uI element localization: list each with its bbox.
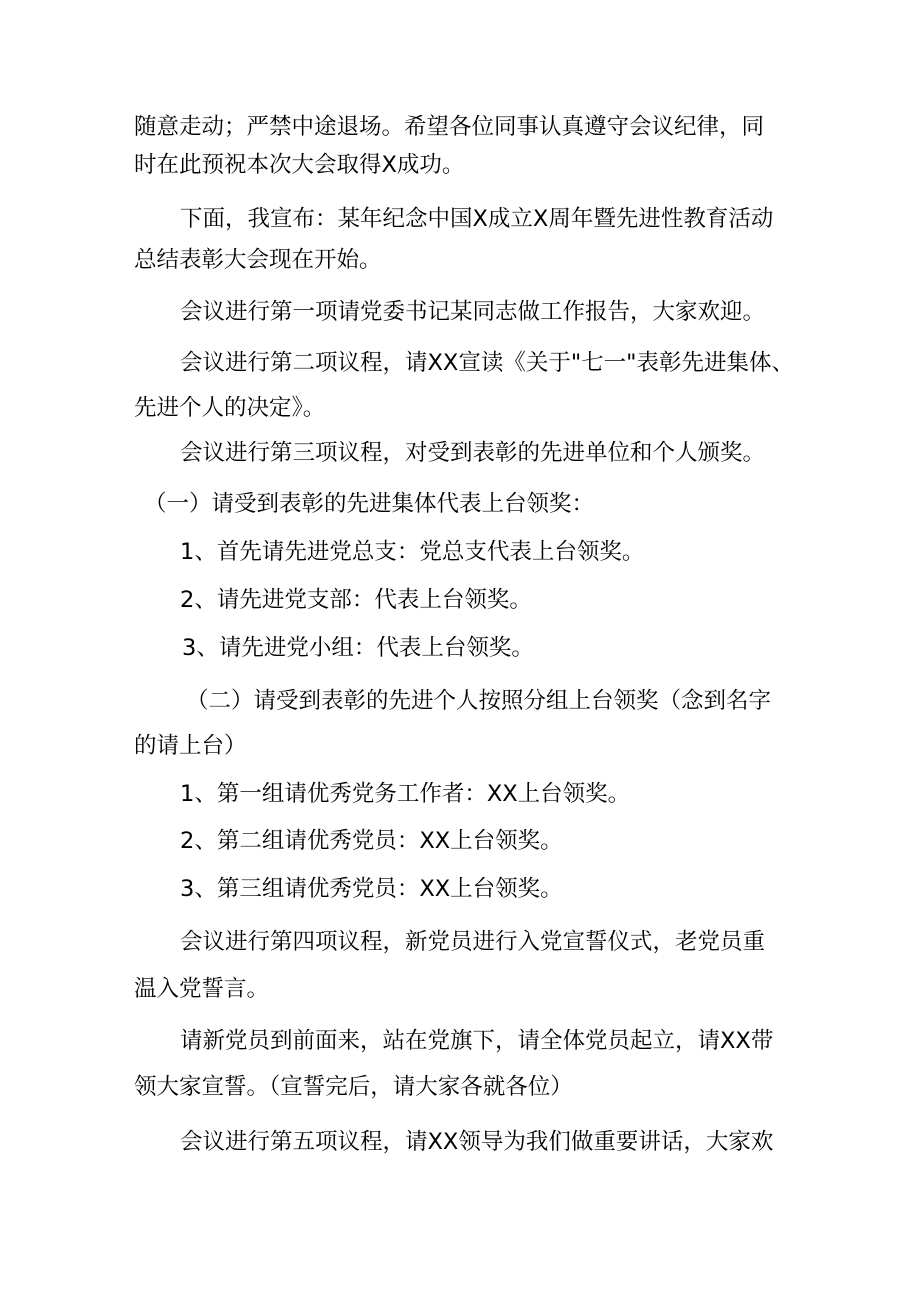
text-line-5: 会议进行第一项请党委书记某同志做工作报告，大家欢迎。	[180, 299, 766, 325]
text-line-20: 请新党员到前面来，站在党旗下，请全体党员起立，请XX带	[180, 1028, 774, 1054]
text-line-17: 3、第三组请优秀党员：XX上台领奖。	[180, 876, 563, 902]
text-line-12: 3、请先进党小组：代表上台领奖。	[182, 635, 534, 661]
text-line-3: 下面，我宣布：某年纪念中国X成立X周年暨先进性教育活动	[180, 206, 774, 232]
text-line-14: 的请上台）	[134, 733, 247, 759]
text-line-1: 随意走动；严禁中途退场。希望各位同事认真遵守会议纪律，同	[134, 114, 765, 140]
text-line-8: 会议进行第三项议程，对受到表彰的先进单位和个人颁奖。	[180, 440, 766, 466]
text-line-18: 会议进行第四项议程，新党员进行入党宣誓仪式，老党员重	[180, 929, 766, 955]
text-line-21: 领大家宣誓。（宣誓完后，请大家各就各位）	[134, 1074, 573, 1100]
text-line-4: 总结表彰大会现在开始。	[134, 247, 382, 273]
text-line-6: 会议进行第二项议程，请XX宣读《关于"七一"表彰先进集体、	[180, 350, 795, 376]
text-line-22: 会议进行第五项议程，请XX领导为我们做重要讲话，大家欢	[180, 1129, 774, 1155]
text-line-19: 温入党誓言。	[134, 976, 270, 1002]
text-line-15: 1、第一组请优秀党务工作者：XX上台领奖。	[180, 781, 631, 807]
text-line-10: 1、首先请先进党总支：党总支代表上台领奖。	[180, 539, 645, 565]
text-line-11: 2、请先进党支部：代表上台领奖。	[180, 587, 532, 613]
text-line-7: 先进个人的决定》。	[134, 395, 326, 421]
text-line-9: （一）请受到表彰的先进集体代表上台领奖：	[144, 491, 595, 517]
text-line-13: （二）请受到表彰的先进个人按照分组上台领奖（念到名字	[186, 688, 772, 714]
text-line-2: 时在此预祝本次大会取得X成功。	[134, 152, 465, 178]
text-line-16: 2、第二组请优秀党员：XX上台领奖。	[180, 828, 563, 854]
